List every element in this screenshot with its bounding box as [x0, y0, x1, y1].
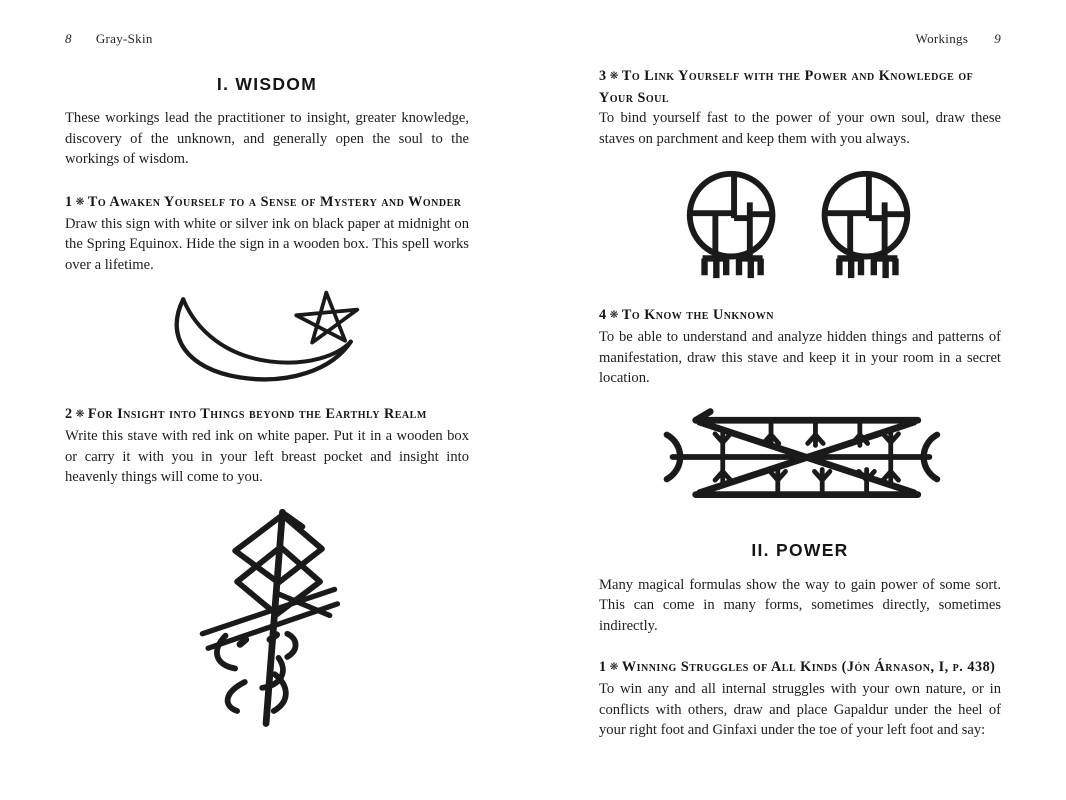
section-heading-wisdom-3 — [599, 66, 1001, 108]
twin-soul-circle-staves — [676, 163, 924, 287]
section-heading-wisdom-4 — [599, 305, 1001, 327]
crescent-moon-and-star-stave — [158, 288, 376, 384]
section-number: 2 — [65, 406, 73, 422]
section-title: To Awaken Yourself to a Sense of Mystery and Wonder — [87, 193, 462, 210]
section-ornament-icon: ❋ — [75, 196, 85, 208]
page-number-right: 9 — [994, 31, 1001, 46]
page-left — [65, 0, 469, 728]
section-number: 3 — [599, 68, 607, 84]
section-body-wisdom-3: To bind yourself fast to the power of your own soul, draw these staves on parchment and keep them with you always. — [599, 110, 1001, 147]
running-head-title-left: Gray-Skin — [95, 31, 153, 46]
section-title: For Insight into Things beyond the Earthly Realm — [87, 406, 427, 422]
figure-wisdom-2 — [65, 500, 469, 728]
section-title: Winning Struggles of All Kinds (Jón Árnason, I, p. 438) — [621, 659, 996, 675]
know-the-unknown-lattice-stave — [652, 400, 948, 512]
figure-wisdom-4 — [599, 400, 1001, 512]
section-heading-wisdom-1 — [65, 192, 469, 214]
section-body-wisdom-4: To be able to understand and analyze hidden things and patterns of manifestation, draw this stave and keep it in your room in a secret location. — [599, 329, 1001, 386]
page-right — [599, 0, 1001, 741]
section-title: To Know the Unknown — [621, 307, 774, 323]
section-title: To Link Yourself with the Power and Knowledge of Your Soul — [599, 68, 974, 106]
section-ornament-icon: ❋ — [609, 71, 619, 82]
figure-wisdom-3 — [599, 163, 1001, 287]
section-body-power-1: To win any and all internal struggles with your own nature, or in conflicts with others, draw and place Gapaldur under the heel of your right foot and Ginfaxi under the toe of your left foot and say: — [599, 681, 1001, 738]
section-heading-wisdom-2 — [65, 404, 469, 426]
running-head-right — [599, 31, 1001, 47]
section-ornament-icon: ❋ — [75, 409, 85, 420]
section-number: 4 — [599, 307, 607, 323]
figure-wisdom-1 — [65, 288, 469, 384]
chapter-title-wisdom: I. WISDOM — [216, 74, 318, 94]
page-number-left: 8 — [65, 31, 72, 46]
chapter-intro-power: Many magical formulas show the way to gain power of some sort. This can come in many forms, sometimes directly, sometimes indirectly. — [599, 576, 1001, 634]
chapter-intro-wisdom: These workings lead the practitioner to insight, greater knowledge, discovery of the unknown, and generally open the soul to the workings of wisdom. — [65, 110, 469, 167]
section-number: 1 — [65, 193, 73, 210]
section-body-wisdom-1: Draw this sign with white or silver ink on black paper at midnight on the Spring Equinox. Hide the sign in a wooden box. This spell works over a lifetime. — [65, 215, 469, 273]
heavenly-insight-rune-stave — [185, 500, 349, 728]
running-head-title-right: Workings — [915, 31, 969, 46]
section-number: 1 — [599, 659, 607, 675]
section-ornament-icon: ❋ — [609, 662, 619, 673]
section-body-wisdom-2: Write this stave with red ink on white paper. Put it in a wooden box or carry it with you in your left breast pocket and insight into heavenly things will come to you. — [65, 428, 469, 485]
section-ornament-icon: ❋ — [609, 310, 619, 321]
chapter-title-power: II. POWER — [751, 539, 849, 560]
section-heading-power-1 — [599, 657, 1001, 679]
running-head-left — [65, 31, 469, 47]
